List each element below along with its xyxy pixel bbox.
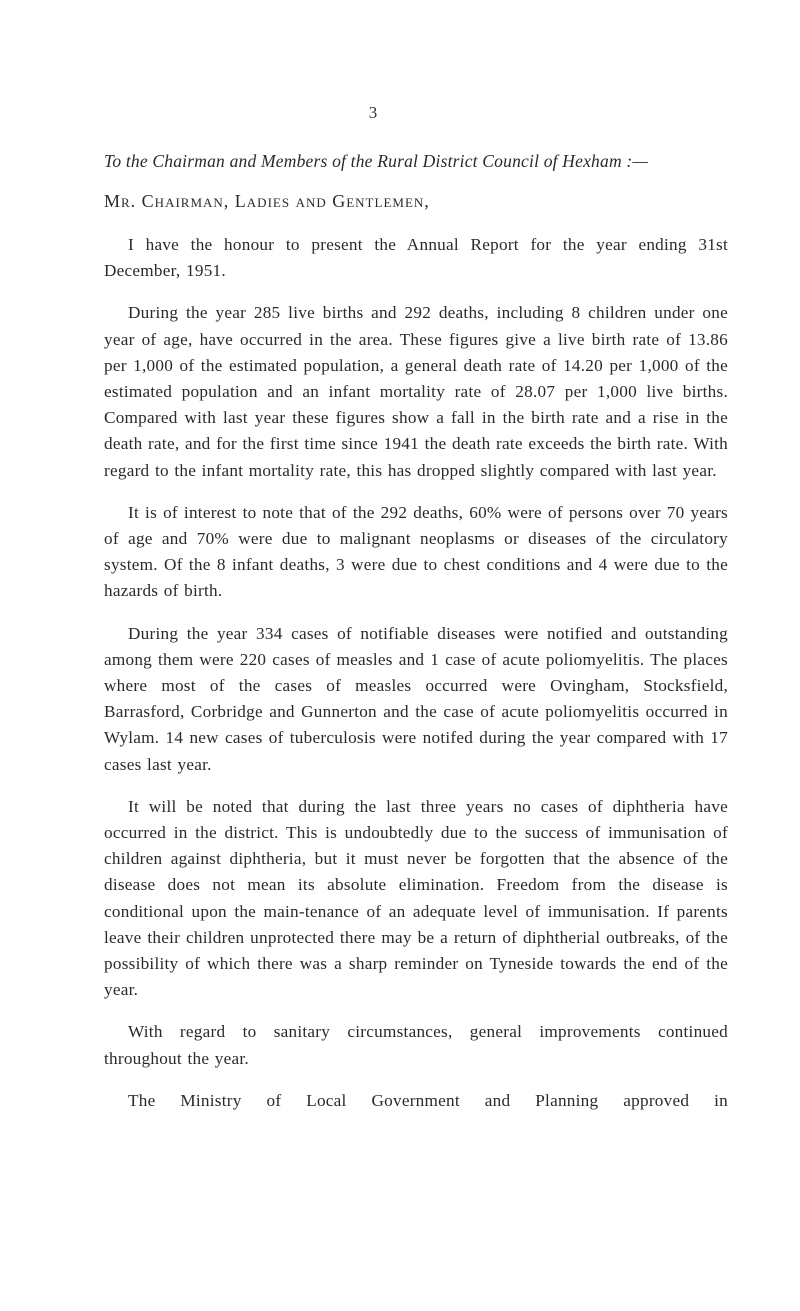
addressee-line: To the Chairman and Members of the Rural District Council of Hexham :—	[104, 151, 649, 171]
paragraph-ministry: The Ministry of Local Government and Planning approved in	[128, 1090, 728, 1110]
letter-body	[104, 148, 728, 1130]
paragraph-diphtheria: It will be noted that during the last three years no cases of diphtheria have occurred in the district. This is undoubtedly due to the success of immunisation of children against diphtheria, but it must never be forgotten that the absence of the disease does not mean its absolute elimination. Freedom from the disease is conditional upon the main-tenance of an adequate level of immunisation. If parents leave their children unprotected there may be a return of diphtherial outbreaks, of the possibility of which there was a sharp reminder on Tyneside towards the end of the year.	[104, 796, 728, 1000]
page-number: 3	[368, 103, 378, 122]
paragraph-annual-report: I have the honour to present the Annual Report for the year ending 31st December, 1951.	[104, 235, 728, 281]
paragraph-notifiable-diseases: During the year 334 cases of notifiable diseases were notified and outstanding among them were 220 cases of measles and 1 case of acute poliomyelitis. The places where most of the cases of measles occurred were Ovingham, Stocksfield, Barrasford, Corbridge and Gunnerton and the case of acute poliomyelitis occurred in Wylam. 14 new cases of tuberculosis were notifed during the year compared with 17 cases last year.	[104, 623, 728, 774]
paragraph-death-causes: It is of interest to note that of the 292 deaths, 60% were of persons over 70 years of age and 70% were due to malignant neoplasms or diseases of the circulatory system. Of the 8 infant deaths, 3 were due to chest conditions and 4 were due to the hazards of birth.	[104, 502, 728, 601]
salutation: Mr. Chairman, Ladies and Gentlemen,	[104, 191, 430, 211]
paragraph-sanitary: With regard to sanitary circumstances, general improvements continued throughout the year.	[104, 1022, 728, 1068]
paragraph-births-deaths: During the year 285 live births and 292 deaths, including 8 children under one year of age, have occurred in the area. These figures give a live birth rate of 13.86 per 1,000 of the estimated population, a general death rate of 14.20 per 1,000 of the estimated population and an infant mortality rate of 28.07 per 1,000 live births. Compared with last year these figures show a fall in the birth rate and a rise in the death rate, and for the first time since 1941 the death rate exceeds the birth rate. With regard to the infant mortality rate, this has dropped slightly compared with last year.	[104, 303, 728, 480]
